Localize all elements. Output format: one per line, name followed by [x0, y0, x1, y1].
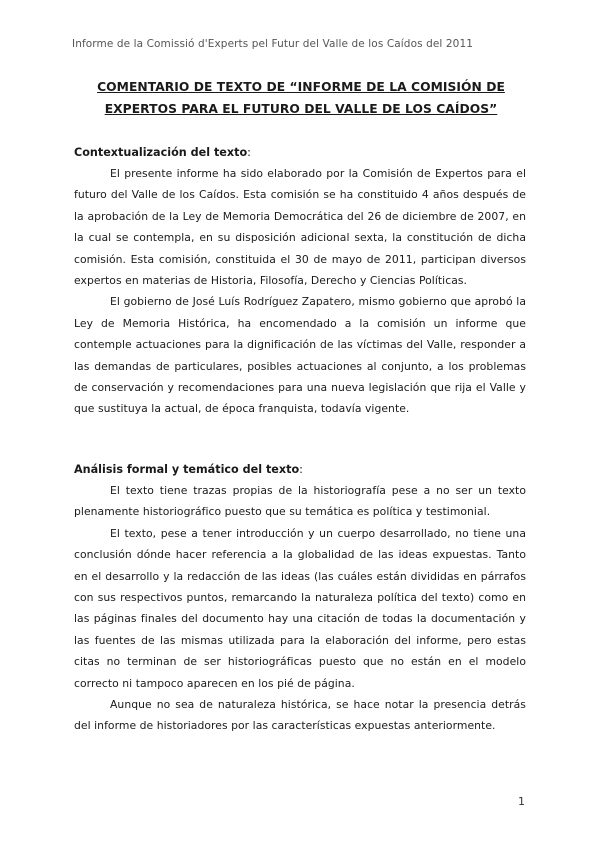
section-heading-text: Análisis formal y temático del texto	[74, 463, 300, 476]
paragraph: El presente informe ha sido elaborado por la Comisión de Expertos para el futuro del Valle de los Caídos. Esta comisión se ha constituido 4 años después de la aprobación de la Ley de Memoria Democrática del 26 de diciembre de 2007, en la cual se contempla, en su disposición adicional sexta, la constitución de dicha comisión. Esta comisión, constituida el 30 de mayo de 2011, participan diversos expertos en materias de Historia, Filosofía, Derecho y Ciencias Políticas.	[74, 167, 526, 288]
page-number: 1	[518, 795, 525, 808]
paragraph: Aunque no sea de naturaleza histórica, se hace notar la presencia detrás del informe de historiadores por las características expuestas anteriormente.	[74, 698, 526, 733]
section-contextualizacion	[74, 142, 526, 420]
running-header: Informe de la Comissió d'Experts pel Futur del Valle de los Caídos del 2011	[72, 38, 474, 50]
section-heading-text: Contextualización del texto	[74, 146, 248, 159]
section-heading: Análisis formal y temático del texto:	[74, 463, 303, 476]
section-heading: Contextualización del texto:	[74, 146, 251, 159]
section-analisis	[74, 459, 526, 737]
document-title: COMENTARIO DE TEXTO DE “INFORME DE LA COMISIÓN DE EXPERTOS PARA EL FUTURO DEL VALLE DE LOS CAÍDOS”	[97, 80, 505, 116]
paragraph: El texto, pese a tener introducción y un cuerpo desarrollado, no tiene una conclusión dónde hacer referencia a la globalidad de las ideas expuestas. Tanto en el desarrollo y la redacción de las ideas (las cuáles están divididas en párrafos con sus respectivos puntos, remarcando la naturaleza política del texto) como en las páginas finales del documento hay una citación de todas la documentación y las fuentes de las mismas utilizada para la elaboración del informe, pero estas citas no terminan de ser historiográficas puesto que no están en el modelo correcto ni tampoco aparecen en los pié de página.	[74, 526, 526, 690]
paragraph: El texto tiene trazas propias de la historiografía pese a no ser un texto plenamente historiográfico puesto que su temática es política y testimonial.	[74, 484, 526, 519]
paragraph: El gobierno de José Luís Rodríguez Zapatero, mismo gobierno que aprobó la Ley de Memoria Histórica, ha encomendado a la comisión un informe que contemple actuaciones para la dignificación de las víctimas del Valle, responder a las demandas de particulares, posibles actuaciones al conjunto, a los problemas de conservación y recomendaciones para una nueva legislación que rija el Valle y que sustituya la actual, de época franquista, todavía vigente.	[74, 295, 526, 416]
